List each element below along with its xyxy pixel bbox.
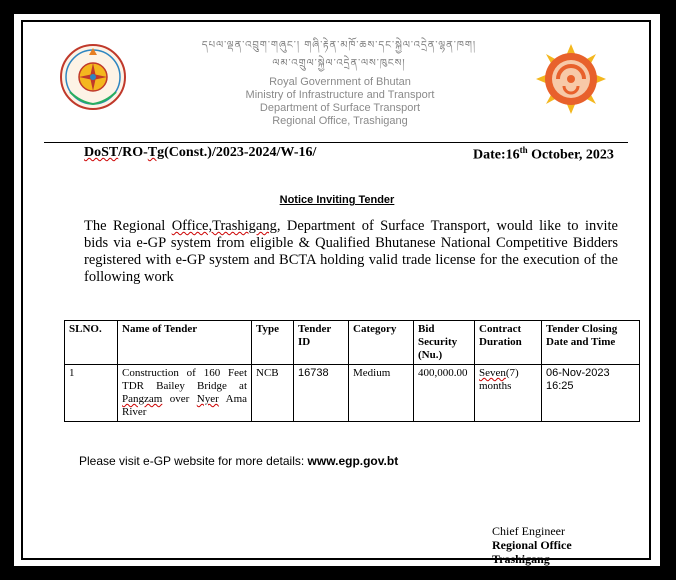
header-type: Type	[252, 321, 294, 365]
reference-prefix: DoST	[84, 145, 119, 160]
cell-name	[118, 365, 252, 422]
table-header-row	[65, 321, 640, 365]
header-department: Department of Surface Transport	[259, 102, 421, 114]
header-slno: SLNO.	[65, 321, 118, 365]
visit-line	[79, 454, 398, 468]
table-row	[65, 365, 640, 422]
dost-logo-icon	[534, 42, 608, 116]
header-rule	[44, 142, 628, 143]
cell-type: NCB	[252, 365, 294, 422]
name-part-c: over	[162, 393, 197, 405]
signature-block	[492, 524, 572, 566]
cell-bid-security: 400,000.00	[414, 365, 475, 422]
date-suffix: th	[519, 145, 528, 155]
cell-slno: 1	[65, 365, 118, 422]
cell-duration	[475, 365, 542, 422]
tender-table	[64, 320, 640, 422]
reference-mid: /RO-	[118, 145, 148, 160]
header-ministry: Ministry of Infrastructure and Transport	[245, 89, 435, 101]
reference-number	[84, 145, 316, 161]
bhutan-emblem-icon	[60, 42, 126, 112]
document-page	[14, 14, 660, 566]
duration-rest: (7) months	[479, 367, 519, 392]
date-rest: October, 2023	[527, 147, 614, 163]
name-part-a: Construction of 160 Feet TDR Bailey Bridge at	[122, 367, 247, 392]
header-name: Name of Tender	[118, 321, 252, 365]
header-category: Category	[349, 321, 414, 365]
signature-title: Chief Engineer	[492, 524, 565, 538]
header-bid-security: Bid Security (Nu.)	[414, 321, 475, 365]
body-text-a: The Regional	[84, 218, 172, 234]
visit-text: Please visit e-GP website for more details:	[79, 454, 308, 468]
date-prefix: Date:16	[473, 147, 520, 163]
dzongkha-header-line1: དཔལ་ལྡན་འབྲུག་གཞུང་། གཞི་རྟེན་མཁོ་ཆས་དང་སྐྱེལ་འདྲེན་ལྷན་ཁག།	[201, 40, 477, 51]
signature-office: Regional Office	[492, 538, 572, 552]
reference-rest: (Const.)/2023-2024/W-16/	[164, 145, 317, 160]
header-tender-id: Tender ID	[294, 321, 349, 365]
header-government: Royal Government of Bhutan	[269, 76, 411, 88]
notice-title: Notice Inviting Tender	[279, 194, 395, 206]
signature-place: Trashigang	[492, 552, 550, 566]
cell-closing: 06-Nov-2023 16:25	[542, 365, 640, 422]
notice-body	[84, 218, 618, 286]
header-duration: Contract Duration	[475, 321, 542, 365]
name-nyer: Nyer	[196, 393, 219, 405]
website-link[interactable]: www.egp.gov.bt	[307, 454, 399, 468]
reference-tg: Tg	[147, 145, 165, 160]
name-part-e: Ama River	[122, 393, 248, 418]
header-office: Regional Office, Trashigang	[272, 115, 408, 127]
header-closing: Tender Closing Date and Time	[542, 321, 640, 365]
cell-tender-id: 16738	[294, 365, 349, 422]
dzongkha-header-line2: ལམ་འགྲུལ་སྐྱེལ་འདྲེན་ལས་ཁུངས།	[272, 58, 406, 69]
duration-word: Seven	[479, 367, 506, 379]
body-text-office: Office,Trashigang	[171, 218, 277, 234]
cell-category: Medium	[349, 365, 414, 422]
name-pangzam: Pangzam	[122, 393, 163, 405]
body-text-c: , Department of Surface Transport, would like to invite bids via e-GP system from eligible & Qualified Bhutanese National Competitive Bidders registered with e-GP system and BCTA holding valid trade license for the execution of the following work	[84, 218, 618, 285]
notice-date	[473, 145, 614, 164]
